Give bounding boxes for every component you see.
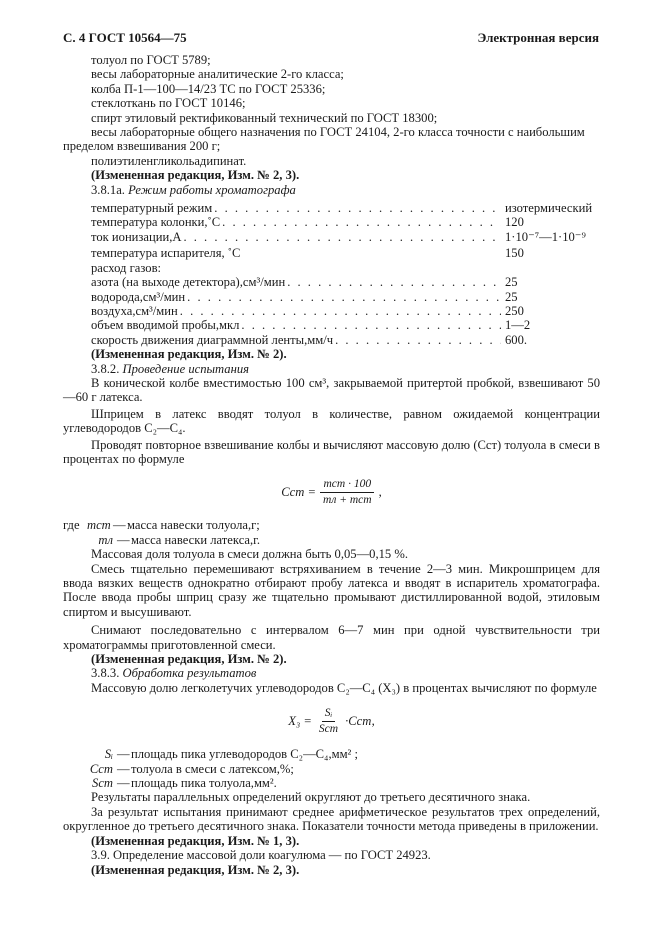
page-header-left: С. 4 ГОСТ 10564—75 bbox=[63, 30, 187, 45]
definition-row: mл — масса навески латекса,г. bbox=[98, 532, 261, 547]
section-3-8-3: 3.8.3. Обработка результатов bbox=[91, 666, 257, 681]
page-header-right: Электронная версия bbox=[477, 30, 599, 45]
param-row: температура испарителя, ˚С 150 bbox=[91, 246, 524, 261]
definition-row: Cст — толуола в смеси с латексом,%; bbox=[89, 761, 294, 776]
paragraph-rounding: Результаты параллельных определений округляют до третьего десятичного знака. bbox=[91, 790, 531, 805]
definition-row: Sᵢ — площадь пика углеводородов C₂—C₄,мм² ; bbox=[104, 747, 358, 762]
param-row: скорость движения диаграммной ленты,мм/ч . . . 600. bbox=[63, 333, 600, 347]
param-row: воздуха,см³/мин . . . 250 bbox=[63, 304, 600, 318]
edit-note: (Измененная редакция, Изм. № 1, 3). bbox=[91, 833, 300, 848]
param-row: азота (на выходе детектора),см³/мин . . . 25 bbox=[63, 275, 600, 289]
definition-row: где mст — масса навески толуола,г; bbox=[63, 518, 260, 533]
document-body bbox=[63, 53, 600, 877]
definition-row: Sст — площадь пика толуола,мм². bbox=[92, 776, 277, 791]
paragraph-reweigh: Проводят повторное взвешивание колбы и вычисляют массовую долю (Cст) толуола в смеси в процентах по формуле bbox=[63, 437, 600, 466]
edit-note: (Измененная редакция, Изм. № 2). bbox=[91, 347, 287, 362]
param-row: объем вводимой пробы,мкл . . . 1—2 bbox=[63, 318, 600, 332]
paragraph-result: За результат испытания принимают среднее арифметическое результатов трех определений, округленное до третьего десятичного знака. Показатели точности метода приведены в приложении. bbox=[63, 804, 600, 834]
paragraph-mix: Смесь тщательно перемешивают встряхиванием в течение 2—3 мин. Микрошприцем для ввода вязких веществ однократно отбирают пробу латекса и вводят в испаритель хроматографа. После ввода пробы шприц сразу же тщательно промывают дистиллированной водой, этиловым спиртом и высушивают. bbox=[63, 561, 600, 619]
gas-flow-label: расход газов: bbox=[91, 260, 162, 275]
section-3-8-2: 3.8.2. Проведение испытания bbox=[91, 361, 249, 376]
edit-note: (Измененная редакция, Изм. № 2, 3). bbox=[91, 168, 300, 183]
param-row: водорода,см³/мин . . . 25 bbox=[63, 290, 600, 304]
paragraph-mass-fraction: Массовая доля толуола в смеси должна быть 0,05—0,15 %. bbox=[91, 547, 408, 562]
paragraph-flask: В конической колбе вместимостью 100 см³, закрываемой притертой пробкой, взвешивают 50—60 г латекса. bbox=[63, 375, 600, 405]
param-row: ток ионизации,А . . . 1·10⁻⁷—1·10⁻⁹ bbox=[63, 230, 600, 244]
formula-x3: X₃ = $\frac{\text{Sᵢ}}{\text{Sст}}$ ·Cст, bbox=[288, 706, 375, 735]
equipment-line: весы лабораторные аналитические 2-го класса; bbox=[91, 67, 344, 82]
formula-c-st: Cст = $\frac{\text{mст · 100}}{\text{mл + mст}}$ , bbox=[281, 477, 382, 506]
scales-line: весы лабораторные общего назначения по ГОСТ 24104, 2-го класса точности с наибольшим bbox=[91, 125, 585, 140]
edit-note: (Измененная редакция, Изм. № 2). bbox=[91, 652, 287, 667]
param-row: температура колонки,˚С . . . 120 bbox=[63, 215, 600, 229]
section-3-8-1a: 3.8.1а. Режим работы хроматографа bbox=[91, 182, 296, 197]
equipment-line: спирт этиловый ректификованный технический по ГОСТ 18300; bbox=[91, 110, 438, 125]
equipment-line: колба П-1—100—14/23 ТС по ГОСТ 25336; bbox=[91, 81, 326, 96]
equipment-line: толуол по ГОСТ 5789; bbox=[91, 53, 211, 67]
paragraph-syringe: Шприцем в латекс вводят толуол в количестве, равном ожидаемой концентрации углеводородов C₂—C₄. bbox=[63, 406, 600, 436]
scales-line-cont: пределом взвешивания 200 г; bbox=[63, 139, 221, 154]
polyethylene-line: полиэтиленгликольадипинат. bbox=[91, 153, 247, 168]
section-3-9: 3.9. Определение массовой доли коагулюма — по ГОСТ 24923. bbox=[91, 848, 431, 863]
paragraph-chromatograms: Снимают последовательно с интервалом 6—7 мин при одной чувствительности три хроматограммы приготовленной смеси. bbox=[63, 623, 600, 652]
param-row: температурный режим . . . изотермический bbox=[63, 201, 600, 215]
edit-note: (Измененная редакция, Изм. № 2, 3). bbox=[91, 862, 300, 877]
equipment-line: стеклоткань по ГОСТ 10146; bbox=[91, 96, 246, 111]
paragraph-calc: Массовую долю легколетучих углеводородов C₂—C₄ (X₃) в процентах вычисляют по формуле bbox=[91, 680, 597, 695]
